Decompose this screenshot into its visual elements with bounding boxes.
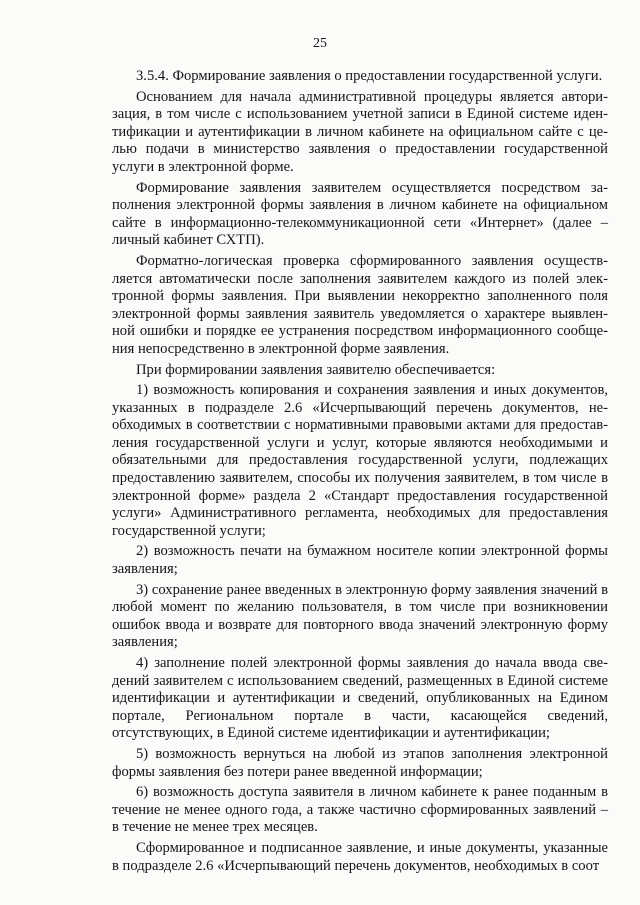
- list-item-3: 3) сохранение ранее введенных в электронную форму заявления значений в любой момент по желанию пользователя, в том числе при возникновении ошибок ввода и возврате для повторного ввода значений электронную форму заявления;: [112, 581, 608, 651]
- list-item-1: 1) возможность копирования и сохранения заявления и иных документов, указанных в подразделе 2.6 «Исчерпывающий перечень документов, необходимых в соответствии с нормативными правовыми актами для предоставления государственной услуги и услуг, которые являются необходимыми и обязательными для предоставления государственной услуги, подлежащих предоставлению заявителем, способы их получения заявителем, в том числе в электронной форме» раздела 2 «Стандарт предоставления государственной услуги» Административного регламента, необходимых для предоставления государственной услуги;: [112, 382, 608, 539]
- section-heading: 3.5.4. Формирование заявления о предоставлении государственной услуги.: [136, 68, 603, 84]
- list-item-6: 6) возможность доступа заявителя в личном кабинете к ранее поданным в течение не менее одного года, а также частично сформированных заявлений – в течение не менее трех месяцев.: [112, 784, 608, 836]
- paragraph-format-check: Форматно-логическая проверка сформированного заявления осуществляется автоматически после заполнения заявителем каждого из полей электронной формы заявления. При выявлении некорректно заполненного поля электронной формы заявления заявитель уведомляется о характере выявленной ошибки и порядке ее устранения посредством информационного сообщения непосредственно в электронной форме заявления.: [112, 252, 608, 357]
- paragraph-form-filling: Формирование заявления заявителем осуществляется посредством заполнения электронной формы заявления в личном кабинете на официальном сайте в информационно-телекоммуникационной сети «Интернет» (далее – личный кабинет СХТП).: [112, 179, 608, 249]
- list-item-5: 5) возможность вернуться на любой из этапов заполнения электронной формы заявления без потери ранее введенной информации;: [112, 745, 608, 780]
- paragraph-provisions-intro: При формировании заявления заявителю обеспечивается:: [136, 361, 496, 378]
- document-body: [112, 68, 608, 875]
- list-item-2: 2) возможность печати на бумажном носителе копии электронной формы заявления;: [112, 543, 608, 578]
- page-number: 25: [313, 36, 327, 51]
- list-item-4: 4) заполнение полей электронной формы заявления до начала ввода сведений заявителем с использованием сведений, размещенных в Единой системе идентификации и аутентификации и сведений, опубликованных на Едином портале, Региональном портале в части, касающейся сведений, отсутствующих, в Единой системе идентификации и аутентификации;: [112, 655, 608, 742]
- paragraph-signed-application: Сформированное и подписанное заявление, и иные документы, указанные в подразделе 2.6 «Исчерпывающий перечень документов, необходимых в соот: [112, 839, 608, 874]
- paragraph-basis: Основанием для начала административной процедуры является авторизация, в том числе с использованием учетной записи в Единой системе идентификации и аутентификации в личном кабинете на официальном сайте с целью подачи в министерство заявления о предоставлении государственной услуги в электронной форме.: [112, 88, 608, 175]
